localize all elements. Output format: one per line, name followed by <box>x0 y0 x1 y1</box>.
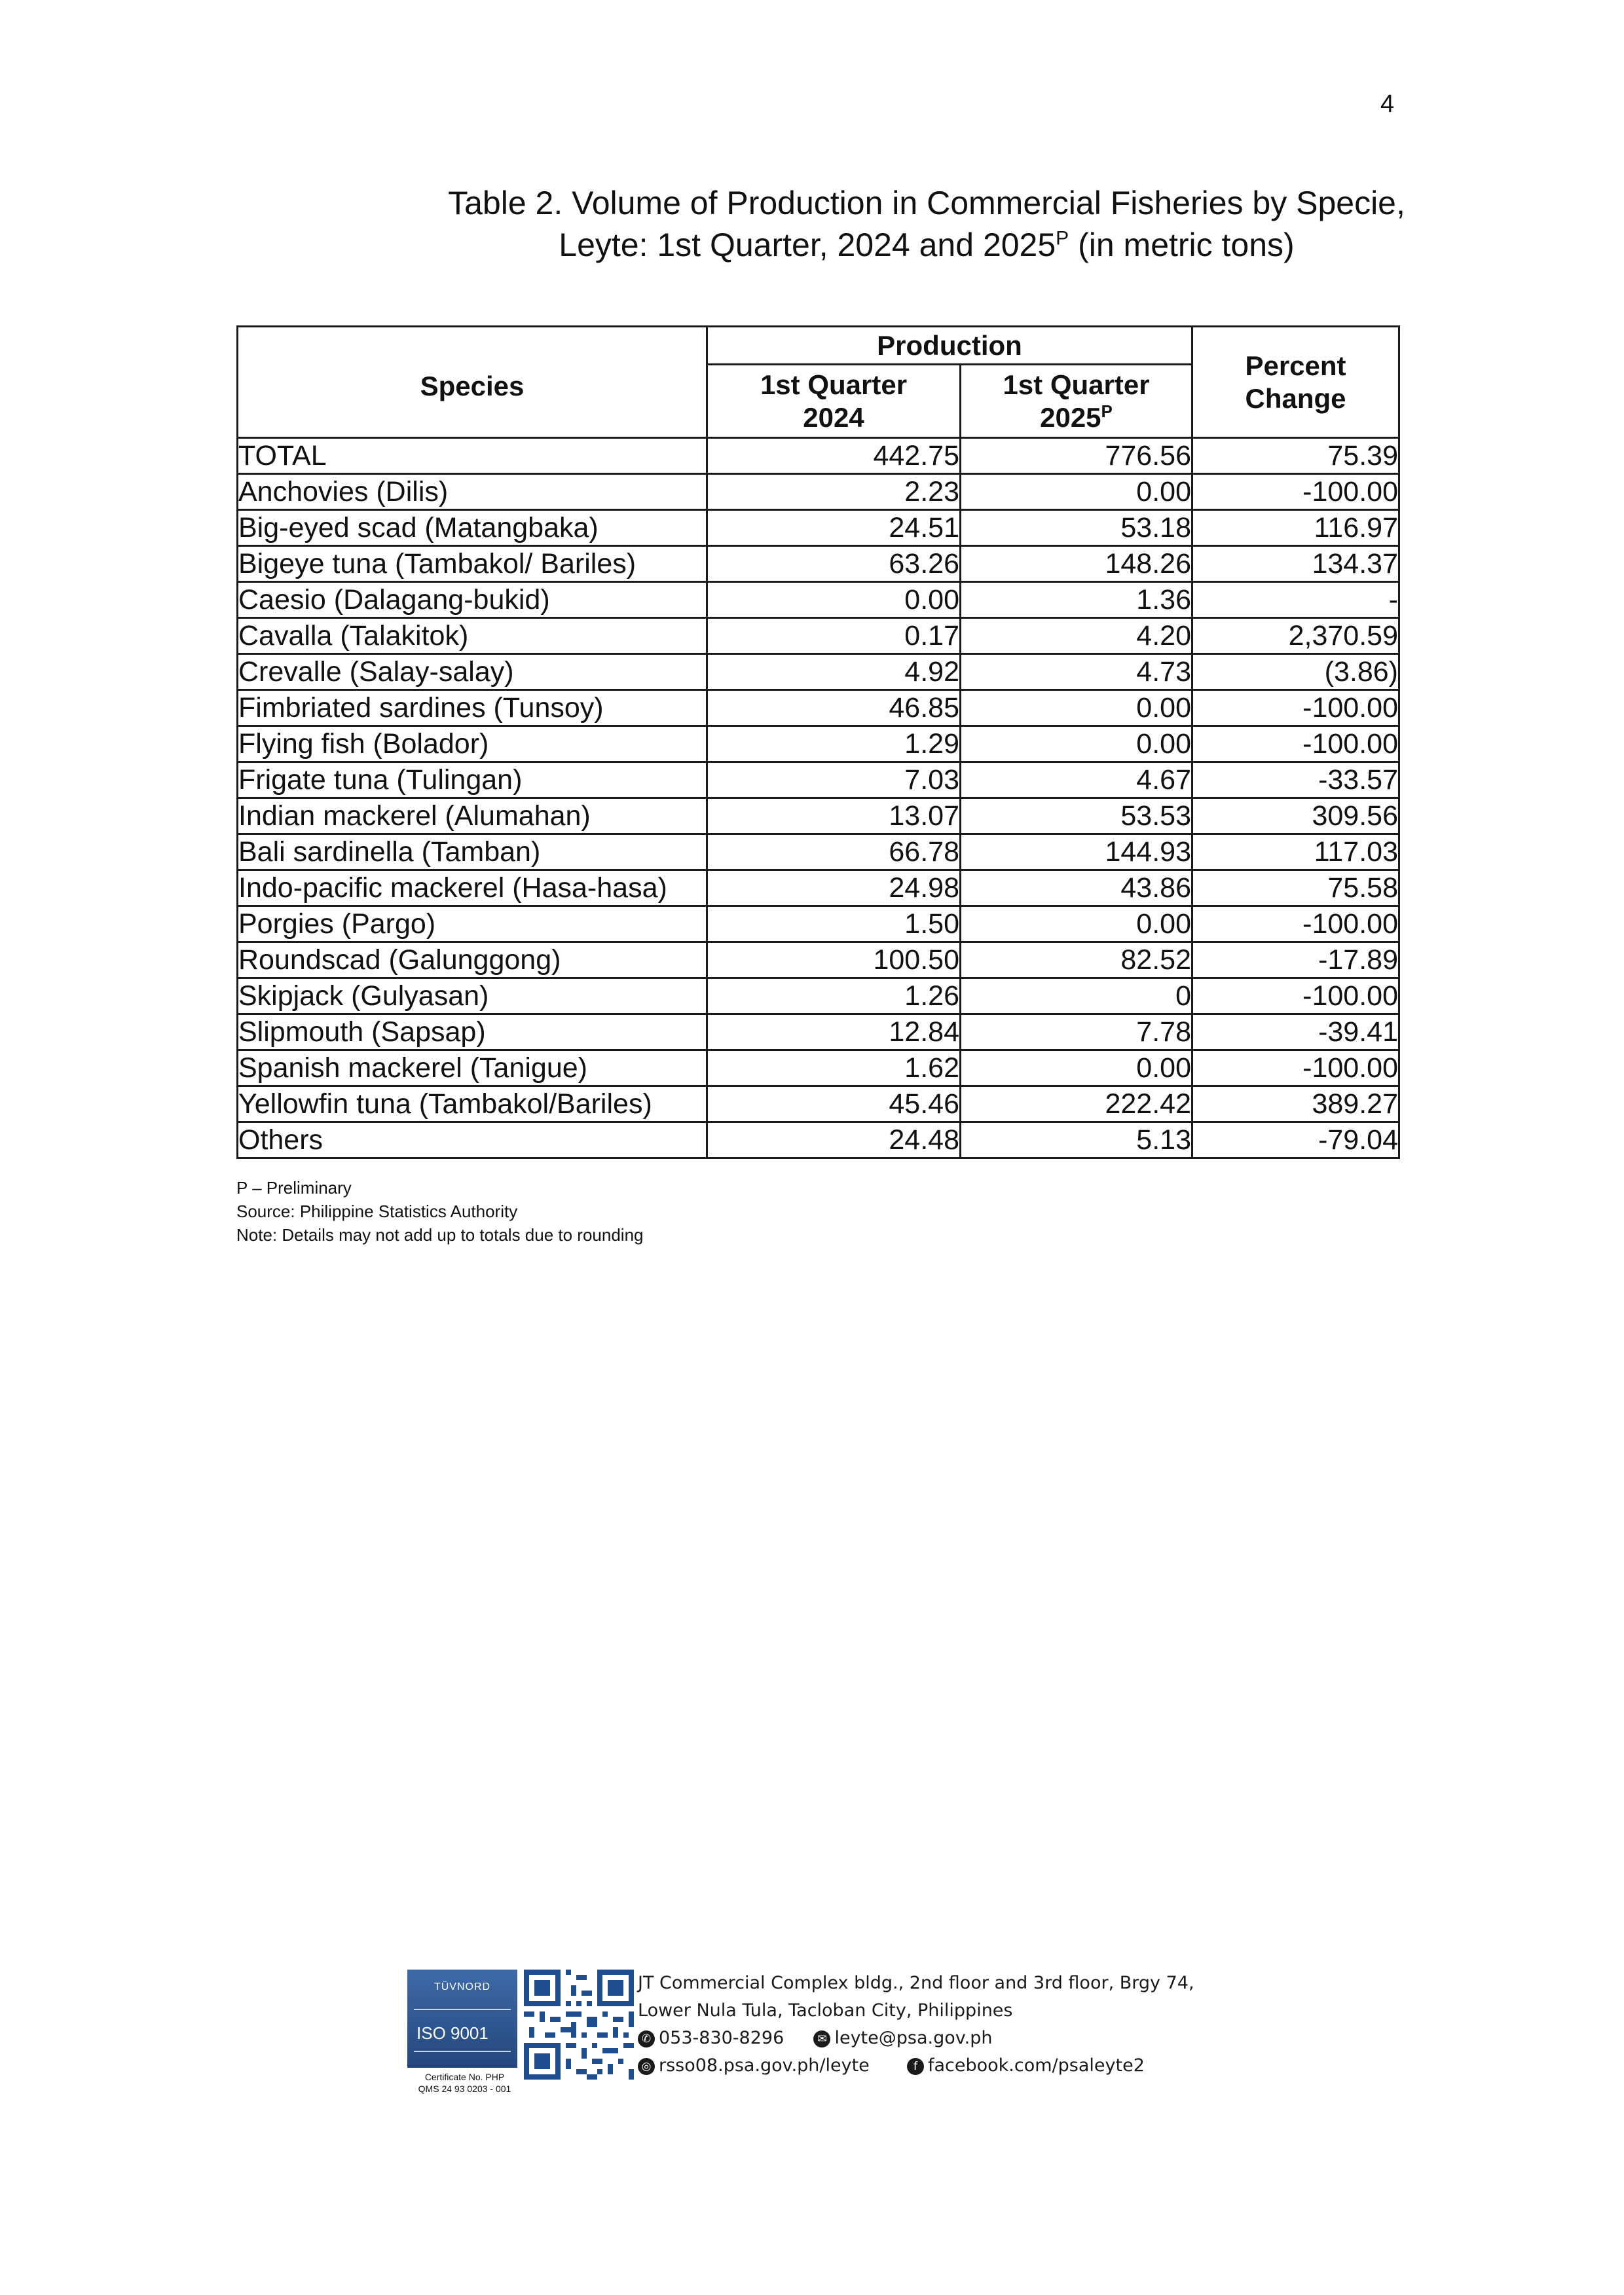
qr-code <box>524 1970 634 2080</box>
phone-icon: ✆ <box>638 2030 655 2047</box>
email-icon: ✉ <box>813 2030 830 2047</box>
email-link[interactable]: leyte@psa.gov.ph <box>834 2028 993 2048</box>
q2024-cell: 1.50 <box>707 906 961 942</box>
header-species: Species <box>238 327 707 438</box>
percent-change-cell: 134.37 <box>1192 546 1399 582</box>
badge-divider <box>414 2009 511 2010</box>
species-cell: Roundscad (Galunggong) <box>238 942 707 978</box>
header-q2025 <box>961 365 1192 438</box>
table-row <box>238 618 1399 654</box>
species-cell: Flying fish (Bolador) <box>238 726 707 762</box>
certificate-line2: QMS 24 93 0203 - 001 <box>418 2084 511 2094</box>
page-number: 4 <box>1380 90 1395 118</box>
q2025-cell: 53.53 <box>961 798 1192 834</box>
species-cell: Bigeye tuna (Tambakol/ Bariles) <box>238 546 707 582</box>
q2025-cell: 776.56 <box>961 438 1192 474</box>
iso-label: ISO 9001 <box>416 2023 489 2043</box>
species-cell: Crevalle (Salay-salay) <box>238 654 707 690</box>
title-line2-text: Leyte: 1st Quarter, 2024 and 2025 <box>559 227 1056 263</box>
q2025-cell: 0 <box>961 978 1192 1014</box>
production-table <box>236 325 1400 1159</box>
q2025-cell: 144.93 <box>961 834 1192 870</box>
table-title <box>262 182 1591 266</box>
percent-change-cell: 75.39 <box>1192 438 1399 474</box>
q2025-cell: 0.00 <box>961 690 1192 726</box>
q2025-cell: 4.73 <box>961 654 1192 690</box>
table-row <box>238 978 1399 1014</box>
q2025-cell: 43.86 <box>961 870 1192 906</box>
badge-divider <box>414 2051 511 2052</box>
table-title-line1: Table 2. Volume of Production in Commercial Fisheries by Specie, <box>448 185 1405 221</box>
table-row <box>238 582 1399 618</box>
percent-change-cell: -17.89 <box>1192 942 1399 978</box>
species-cell: Spanish mackerel (Tanigue) <box>238 1050 707 1086</box>
certificate-number <box>407 2071 522 2095</box>
q2025-cell: 148.26 <box>961 546 1192 582</box>
percent-change-cell: 117.03 <box>1192 834 1399 870</box>
table-body <box>238 438 1399 1158</box>
header-percent-line1: Percent <box>1245 350 1346 381</box>
q2025-cell: 7.78 <box>961 1014 1192 1050</box>
species-cell: Caesio (Dalagang-bukid) <box>238 582 707 618</box>
table-row <box>238 942 1399 978</box>
table-row <box>238 1050 1399 1086</box>
q2024-cell: 24.51 <box>707 510 961 546</box>
q2024-cell: 66.78 <box>707 834 961 870</box>
species-cell: Indo-pacific mackerel (Hasa-hasa) <box>238 870 707 906</box>
q2024-cell: 4.92 <box>707 654 961 690</box>
q2025-cell: 82.52 <box>961 942 1192 978</box>
table-row <box>238 906 1399 942</box>
facebook-link[interactable]: facebook.com/psaleyte2 <box>927 2055 1145 2076</box>
percent-change-cell: -39.41 <box>1192 1014 1399 1050</box>
iso-certification-badge <box>407 1970 517 2068</box>
q2024-cell: 100.50 <box>707 942 961 978</box>
q2025-cell: 1.36 <box>961 582 1192 618</box>
note-preliminary: P – Preliminary <box>236 1178 352 1198</box>
title-superscript: P <box>1056 227 1069 249</box>
percent-change-cell: -100.00 <box>1192 906 1399 942</box>
note-source: Source: Philippine Statistics Authority <box>236 1202 518 1221</box>
species-cell: Others <box>238 1122 707 1158</box>
contact-row-phone-email <box>638 2025 1194 2052</box>
contact-row-web-facebook <box>638 2052 1194 2080</box>
table-row <box>238 510 1399 546</box>
percent-change-cell: -33.57 <box>1192 762 1399 798</box>
percent-change-cell: -100.00 <box>1192 690 1399 726</box>
q2024-cell: 46.85 <box>707 690 961 726</box>
table-row <box>238 1122 1399 1158</box>
certificate-line1: Certificate No. PHP <box>424 2072 505 2082</box>
species-cell: TOTAL <box>238 438 707 474</box>
q2024-cell: 1.29 <box>707 726 961 762</box>
table-title-line2 <box>262 224 1591 266</box>
table-notes <box>236 1176 644 1247</box>
header-q2025-line1: 1st Quarter <box>1003 369 1150 400</box>
q2025-cell: 0.00 <box>961 474 1192 510</box>
q2024-cell: 63.26 <box>707 546 961 582</box>
species-cell: Anchovies (Dilis) <box>238 474 707 510</box>
address-line2: Lower Nula Tula, Tacloban City, Philippines <box>638 2000 1013 2021</box>
percent-change-cell: (3.86) <box>1192 654 1399 690</box>
header-percent-line2: Change <box>1245 382 1346 414</box>
header-q2025-superscript: P <box>1101 401 1113 421</box>
q2024-cell: 1.62 <box>707 1050 961 1086</box>
table-row <box>238 726 1399 762</box>
species-cell: Porgies (Pargo) <box>238 906 707 942</box>
phone-number: 053-830-8296 <box>659 2028 784 2048</box>
q2024-cell: 7.03 <box>707 762 961 798</box>
species-cell: Indian mackerel (Alumahan) <box>238 798 707 834</box>
table-row <box>238 798 1399 834</box>
q2025-cell: 4.67 <box>961 762 1192 798</box>
species-cell: Big-eyed scad (Matangbaka) <box>238 510 707 546</box>
title-line2-unit: (in metric tons) <box>1069 227 1295 263</box>
percent-change-cell: -100.00 <box>1192 474 1399 510</box>
species-cell: Slipmouth (Sapsap) <box>238 1014 707 1050</box>
species-cell: Yellowfin tuna (Tambakol/Bariles) <box>238 1086 707 1122</box>
table-row <box>238 474 1399 510</box>
percent-change-cell: 389.27 <box>1192 1086 1399 1122</box>
q2025-cell: 5.13 <box>961 1122 1192 1158</box>
q2024-cell: 2.23 <box>707 474 961 510</box>
table-row <box>238 546 1399 582</box>
table-row <box>238 690 1399 726</box>
percent-change-cell: -100.00 <box>1192 1050 1399 1086</box>
percent-change-cell: -79.04 <box>1192 1122 1399 1158</box>
header-q2024-line1: 1st Quarter <box>760 369 908 400</box>
species-cell: Fimbriated sardines (Tunsoy) <box>238 690 707 726</box>
facebook-icon: f <box>907 2058 924 2075</box>
percent-change-cell: -100.00 <box>1192 978 1399 1014</box>
q2025-cell: 222.42 <box>961 1086 1192 1122</box>
q2024-cell: 12.84 <box>707 1014 961 1050</box>
q2024-cell: 1.26 <box>707 978 961 1014</box>
percent-change-cell: -100.00 <box>1192 726 1399 762</box>
table-row <box>238 1086 1399 1122</box>
species-cell: Skipjack (Gulyasan) <box>238 978 707 1014</box>
percent-change-cell: 309.56 <box>1192 798 1399 834</box>
website-link[interactable]: rsso08.psa.gov.ph/leyte <box>659 2055 870 2076</box>
q2025-cell: 4.20 <box>961 618 1192 654</box>
header-percent-change <box>1192 327 1399 438</box>
globe-icon: ◎ <box>638 2058 655 2075</box>
contact-info <box>638 1970 1194 2080</box>
q2024-cell: 45.46 <box>707 1086 961 1122</box>
header-production: Production <box>707 327 1192 365</box>
species-cell: Cavalla (Talakitok) <box>238 618 707 654</box>
footer <box>407 1970 1259 2107</box>
q2024-cell: 442.75 <box>707 438 961 474</box>
address-line1: JT Commercial Complex bldg., 2nd floor and 3rd floor, Brgy 74, <box>638 1973 1194 1993</box>
q2024-cell: 0.17 <box>707 618 961 654</box>
table-row <box>238 654 1399 690</box>
q2024-cell: 0.00 <box>707 582 961 618</box>
q2024-cell: 24.48 <box>707 1122 961 1158</box>
percent-change-cell: 75.58 <box>1192 870 1399 906</box>
q2025-cell: 53.18 <box>961 510 1192 546</box>
percent-change-cell: - <box>1192 582 1399 618</box>
percent-change-cell: 2,370.59 <box>1192 618 1399 654</box>
q2025-cell: 0.00 <box>961 726 1192 762</box>
table-row <box>238 870 1399 906</box>
table-row <box>238 762 1399 798</box>
species-cell: Bali sardinella (Tamban) <box>238 834 707 870</box>
note-rounding: Note: Details may not add up to totals due to rounding <box>236 1225 644 1245</box>
q2025-cell: 0.00 <box>961 1050 1192 1086</box>
table-row <box>238 1014 1399 1050</box>
table-row <box>238 438 1399 474</box>
iso-brand: TÜVNORD <box>434 1981 491 1992</box>
header-q2025-line2: 2025 <box>1040 401 1101 433</box>
q2024-cell: 13.07 <box>707 798 961 834</box>
species-cell: Frigate tuna (Tulingan) <box>238 762 707 798</box>
q2025-cell: 0.00 <box>961 906 1192 942</box>
q2024-cell: 24.98 <box>707 870 961 906</box>
header-q2024-line2: 2024 <box>803 401 864 433</box>
percent-change-cell: 116.97 <box>1192 510 1399 546</box>
table-row <box>238 834 1399 870</box>
header-q2024 <box>707 365 961 438</box>
